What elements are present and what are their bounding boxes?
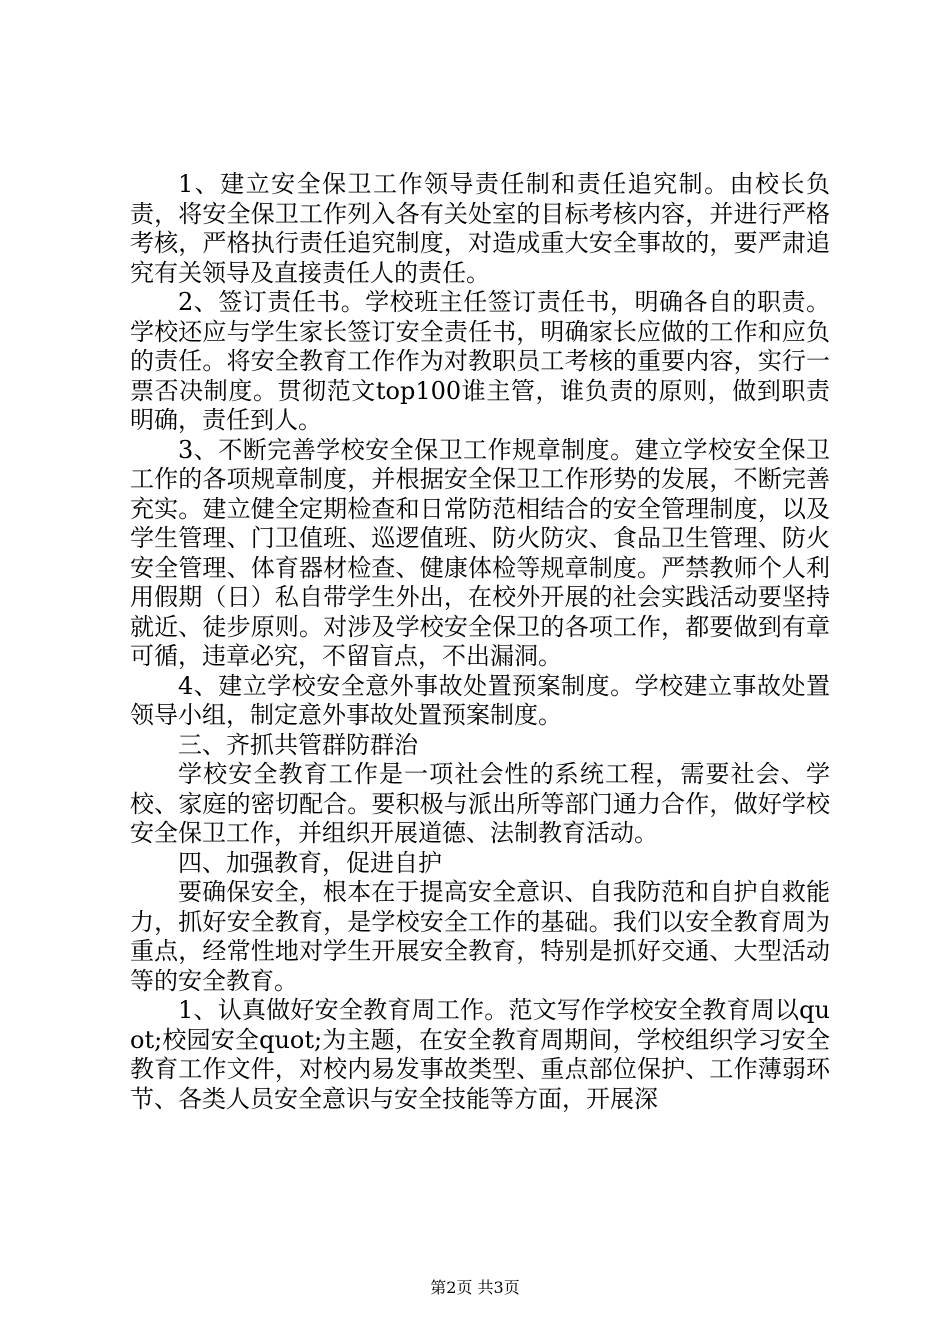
paragraph-accident-plan: 4、建立学校安全意外事故处置预案制度。学校建立事故处置领导小组，制定意外事故处置预案制度。 [130,671,830,729]
document-body [130,170,830,1114]
paragraph-improve-regulations: 3、不断完善学校安全保卫工作规章制度。建立学校安全保卫工作的各项规章制度，并根据安全保卫工作形势的发展，不断完善充实。建立健全定期检查和日常防范相结合的安全管理制度，以及学生管理、门卫值班、巡逻值班、防火防灾、食品卫生管理、防火安全管理、体育器材检查、健康体检等规章制度。严禁教师个人利用假期（日）私自带学生外出，在校外开展的社会实践活动要坚持就近、徒步原则。对涉及学校安全保卫的各项工作，都要做到有章可循，违章必究，不留盲点，不出漏洞。 [130,435,830,670]
paragraph-sign-responsibility-letter: 2、签订责任书。学校班主任签订责任书，明确各自的职责。学校还应与学生家长签订安全责任书，明确家长应做的工作和应负的责任。将安全教育工作作为对教职员工考核的重要内容，实行一票否决制度。贯彻范文top100谁主管，谁负责的原则，做到职责明确，责任到人。 [130,288,830,434]
page-number-footer: 第2页 共3页 [430,1278,520,1297]
paragraph-social-engineering: 学校安全教育工作是一项社会性的系统工程，需要社会、学校、家庭的密切配合。要积极与派出所等部门通力合作，做好学校安全保卫工作，并组织开展道德、法制教育活动。 [130,760,830,847]
paragraph-safety-week: 1、认真做好安全教育周工作。范文写作学校安全教育周以quot;校园安全quot;为主题，在安全教育周期间，学校组织学习安全教育工作文件，对校内易发事故类型、重点部位保护、工作薄弱环节、各类人员安全意识与安全技能等方面，开展深 [130,996,830,1113]
section-heading-strengthen-education: 四、加强教育，促进自护 [178,848,442,877]
paragraph-ensure-safety: 要确保安全，根本在于提高安全意识、自我防范和自护自救能力，抓好安全教育，是学校安全工作的基础。我们以安全教育周为重点，经常性地对学生开展安全教育，特别是抓好交通、大型活动等的安全教育。 [130,878,830,995]
paragraph-responsibility-system: 1、建立安全保卫工作领导责任制和责任追究制。由校长负责，将安全保卫工作列入各有关处室的目标考核内容，并进行严格考核，严格执行责任追究制度，对造成重大安全事故的，要严肃追究有关领导及直接责任人的责任。 [130,170,830,287]
section-heading-joint-management: 三、齐抓共管群防群治 [178,730,418,759]
